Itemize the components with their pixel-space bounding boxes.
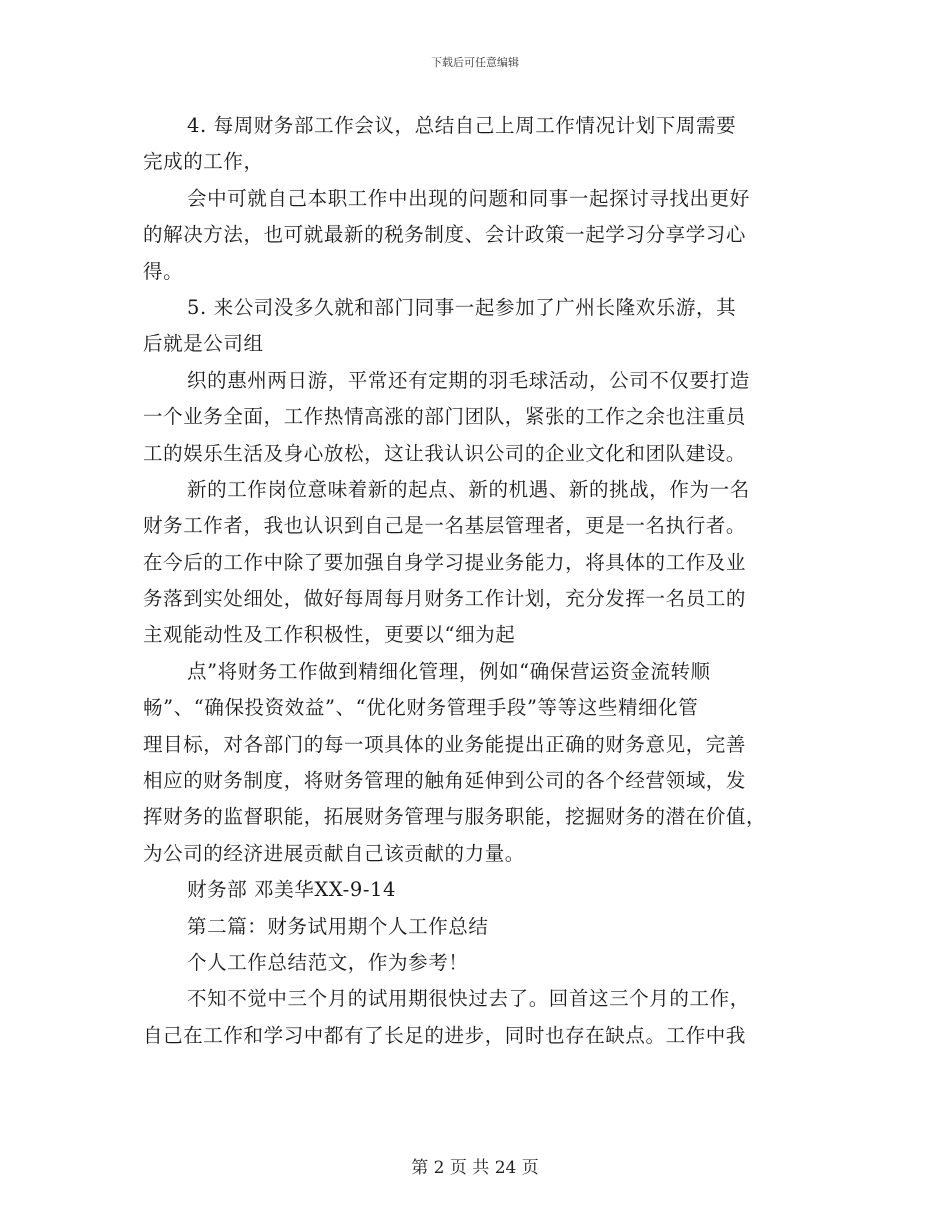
text-line: 织的惠州两日游，平常还有定期的羽毛球活动，公司不仅要打造: [187, 368, 750, 392]
text-line: 4. 每周财务部工作会议，总结自己上周工作情况计划下周需要: [187, 114, 737, 137]
text-line: 的解决方法，也可就最新的税务制度、会计政策一起学习分享学习心: [143, 223, 747, 247]
text-line: 不知不觉中三个月的试用期很快过去了。回首这三个月的工作，: [187, 987, 750, 1011]
text-line: 会中可就自己本职工作中出现的问题和同事一起探讨寻找出更好: [187, 186, 750, 210]
text-line: 个人工作总结范文，作为参考！: [187, 950, 469, 974]
text-line: 在今后的工作中除了要加强自身学习提业务能力，将具体的工作及业: [143, 550, 747, 574]
text-line: 畅”、“确保投资效益”、“优化财务管理手段”等等这些精细化管: [143, 696, 699, 720]
text-line: 完成的工作，: [143, 150, 264, 174]
text-line: 为公司的经济进展贡献自己该贡献的力量。: [143, 841, 525, 865]
text-line: 后就是公司组: [143, 332, 264, 356]
text-line: 主观能动性及工作积极性，更要以“细为起: [143, 623, 516, 647]
text-line: 财务工作者，我也认识到自己是一名基层管理者，更是一名执行者。: [143, 514, 747, 538]
text-line: 挥财务的监督职能，拓展财务管理与服务职能，挖掘财务的潜在价值，: [143, 805, 767, 829]
text-line: 新的工作岗位意味着新的起点、新的机遇、新的挑战，作为一名: [187, 477, 750, 501]
text-line: 相应的财务制度，将财务管理的触角延伸到公司的各个经营领域，发: [143, 769, 747, 793]
text-line: 点”将财务工作做到精细化管理，例如“确保营运资金流转顺: [187, 659, 711, 683]
text-line: 理目标，对各部门的每一项具体的业务能提出正确的财务意见，完善: [143, 732, 747, 756]
text-line: 务落到实处细处，做好每周每月财务工作计划，充分发挥一名员工的: [143, 587, 747, 611]
text-line: 财务部 邓美华XX-9-14: [187, 878, 397, 902]
text-line: 得。: [143, 259, 184, 283]
page-footer: 第 2 页 共 24 页: [411, 1158, 539, 1178]
text-line: 一个业务全面，工作热情高涨的部门团队，紧张的工作之余也注重员: [143, 405, 747, 429]
text-line: 5. 来公司没多久就和部门同事一起参加了广州长隆欢乐游，其: [187, 295, 737, 319]
text-line: 自己在工作和学习中都有了长足的进步，同时也存在缺点。工作中我: [143, 1023, 747, 1047]
text-line: 工的娱乐生活及身心放松，这让我认识公司的企业文化和团队建设。: [143, 441, 747, 465]
page-header: 下载后可任意编辑: [431, 56, 519, 69]
document-body: [143, 108, 808, 1054]
text-line: 第二篇：财务试用期个人工作总结: [187, 914, 489, 938]
